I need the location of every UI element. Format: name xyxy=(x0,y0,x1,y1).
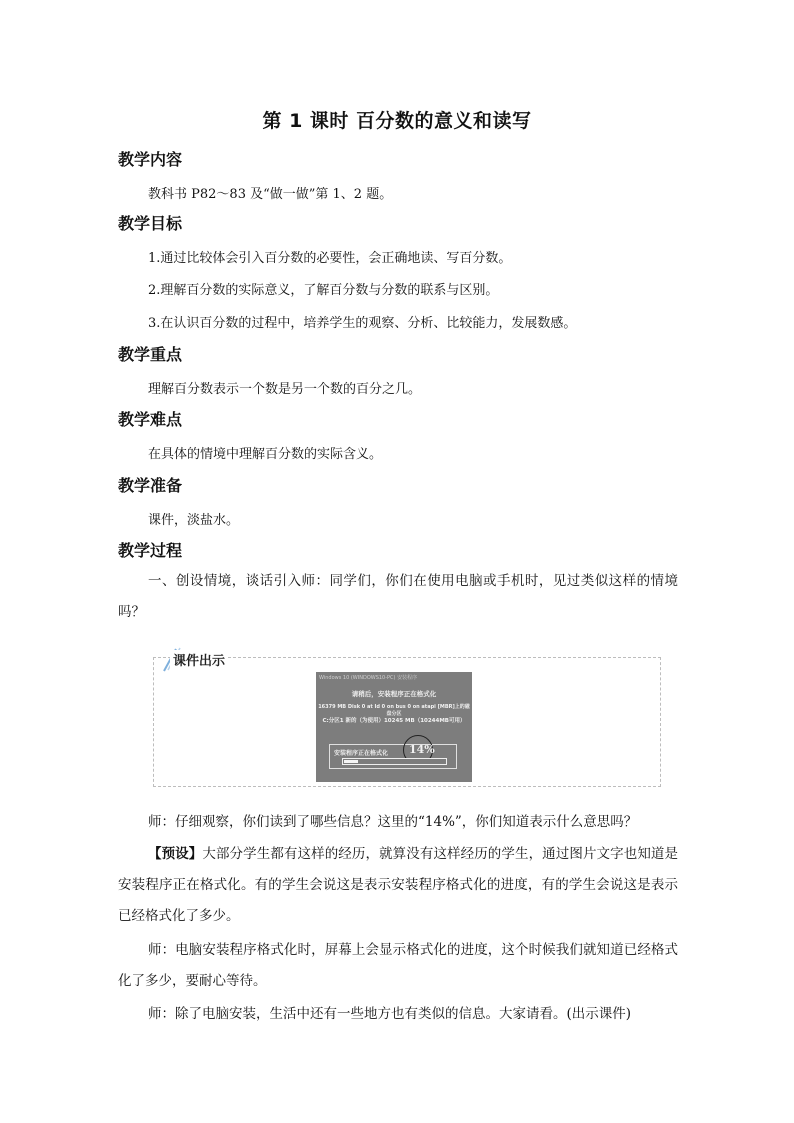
teacher-statement-2: 师：电脑安装程序格式化时，屏幕上会显示格式化的进度，这个时候我们就知道已经格式化了多少，要耐心等待。 xyxy=(118,942,678,989)
process-intro: 一、创设情境，谈话引入师：同学们，你们在使用电脑或手机时，见过类似这样的情境吗？ xyxy=(118,573,678,620)
goal-item-2: 2.理解百分数的实际意义，了解百分数与分数的联系与区别。 xyxy=(148,283,499,298)
goal-item-1: 1.通过比较体会引入百分数的必要性，会正确地读、写百分数。 xyxy=(148,251,512,266)
progress-bar-fill xyxy=(344,760,358,763)
progress-bar xyxy=(342,758,447,765)
install-screenshot xyxy=(316,672,472,782)
heading-content: 教学内容 xyxy=(118,150,183,169)
heading-difficulty: 教学难点 xyxy=(118,410,183,429)
preset-text: 大部分学生都有这样的经历，就算没有这样经历的学生，通过图片文字也知道是安装程序正在格式化。有的学生会说这是表示安装程序格式化的进度，有的学生会说这是表示已经格式化了多少。 xyxy=(118,846,679,924)
preset-tag: 【预设】 xyxy=(148,846,203,862)
progress-label: 安装程序正在格式化 xyxy=(334,750,389,757)
heading-prep: 教学准备 xyxy=(118,476,183,495)
progress-panel xyxy=(329,744,457,769)
difficulty-text: 在具体的情境中理解百分数的实际含义。 xyxy=(148,447,383,462)
content-text: 教科书 P82～83 及“做一做”第 1、2 题。 xyxy=(148,187,393,202)
lesson-title: 第 1 课时 百分数的意义和读写 xyxy=(262,110,532,132)
screen-line-3: C:分区1 新的（为使用）10245 MB（10244MB可用） xyxy=(322,718,466,724)
preset-paragraph xyxy=(118,839,678,932)
heading-process: 教学过程 xyxy=(118,541,183,560)
screen-title-bar: Windows 10 (WINDOWS10-PC) 安装程序 xyxy=(319,675,418,681)
teacher-statement-3: 师：除了电脑安装，生活中还有一些地方也有类似的信息。大家请看。(出示课件) xyxy=(148,1006,632,1022)
screen-line-1: 请稍后，安装程序正在格式化 xyxy=(351,690,437,698)
screen-line-2: 16379 MB Disk 0 at Id 0 on bus 0 on atapi [MBR]上的磁盘分区 xyxy=(318,704,470,717)
heading-key: 教学重点 xyxy=(118,345,183,364)
teacher-question-1: 师：仔细观察，你们读到了哪些信息？这里的“14%”，你们知道表示什么意思吗？ xyxy=(148,814,638,830)
goal-item-3: 3.在认识百分数的过程中，培养学生的观察、分析、比较能力，发展数感。 xyxy=(148,316,577,331)
progress-percent: 14% xyxy=(409,743,435,756)
heading-goals: 教学目标 xyxy=(118,214,183,233)
prep-text: 课件，淡盐水。 xyxy=(148,513,240,528)
callout-label: 课件出示 xyxy=(170,650,228,669)
key-text: 理解百分数表示一个数是另一个数的百分之几。 xyxy=(148,382,422,397)
